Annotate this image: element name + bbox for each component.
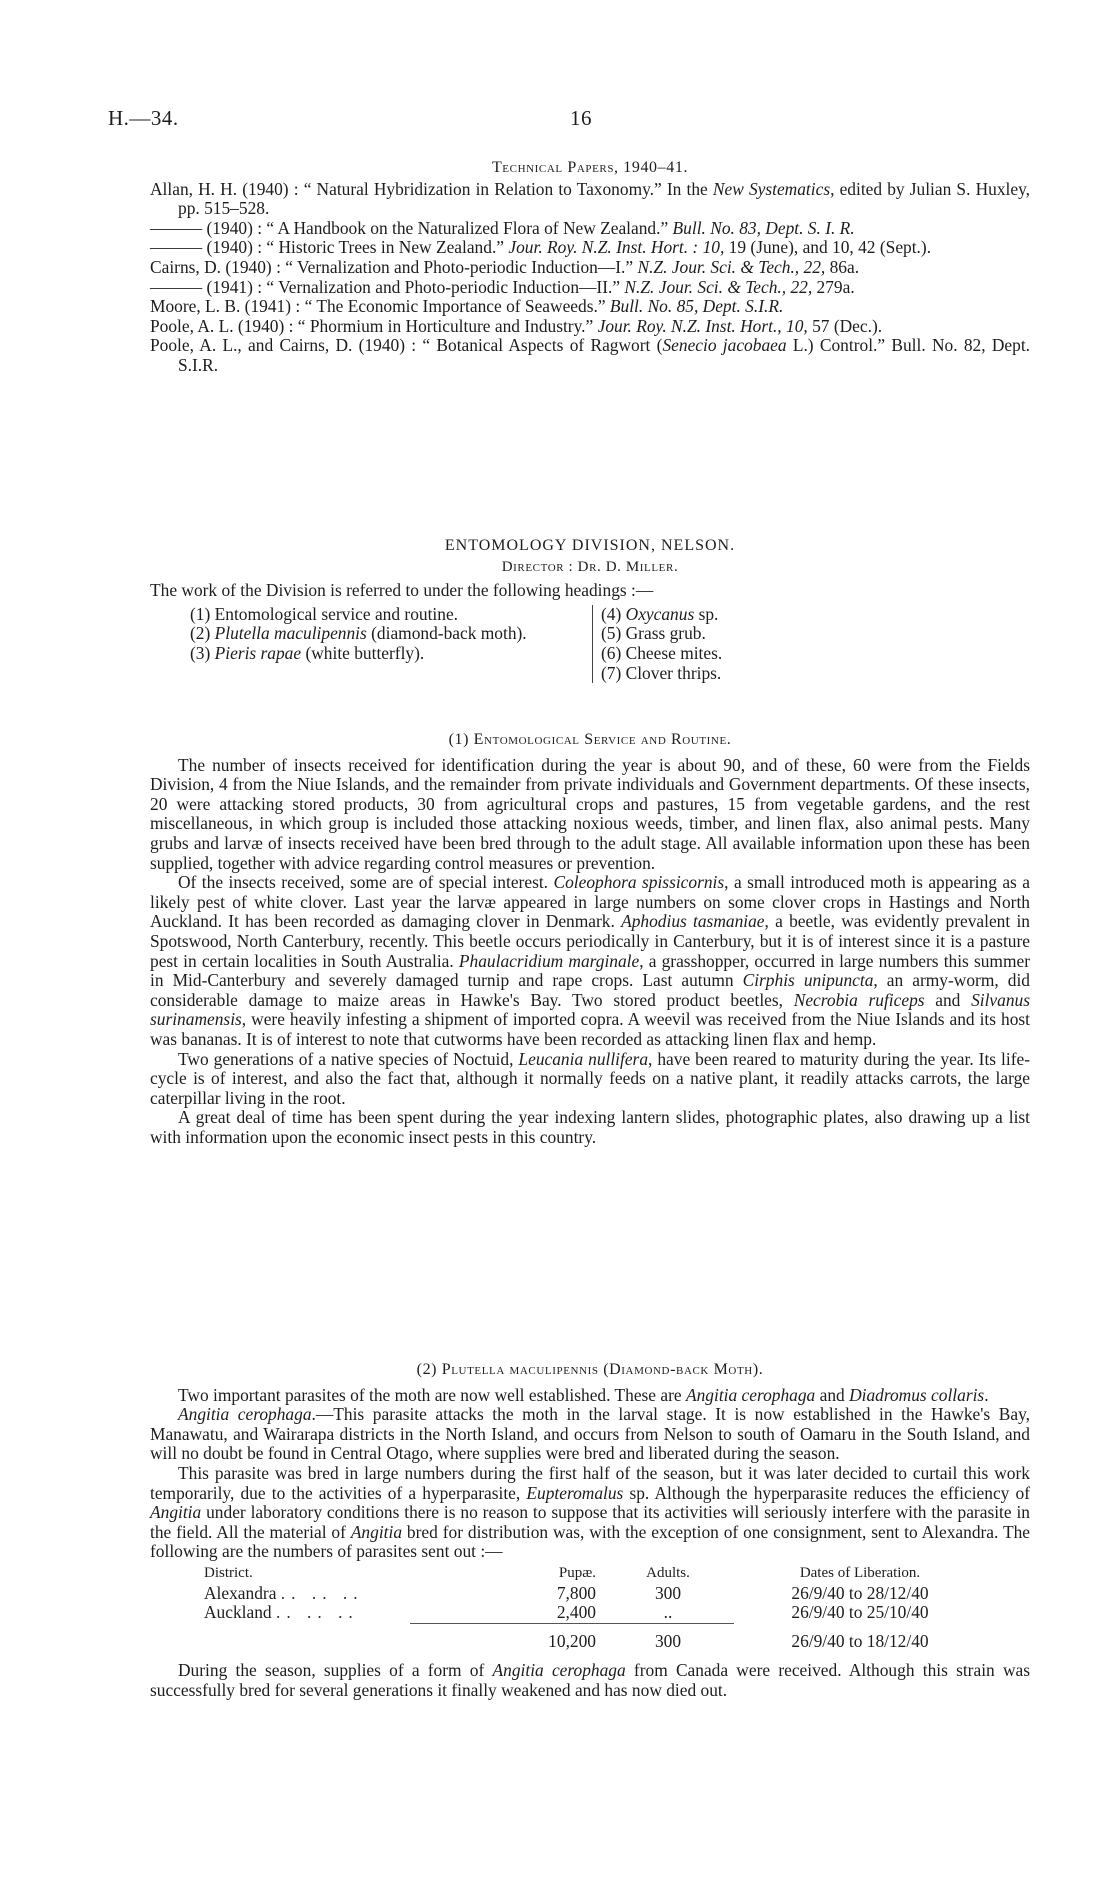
col-header-adults: Adults. bbox=[646, 1564, 690, 1581]
leader-dots: .. .. .. bbox=[280, 1582, 364, 1603]
district-cell: Alexandra bbox=[204, 1582, 277, 1603]
section-1-heading: (1) Entomological Service and Routine. bbox=[448, 731, 732, 748]
heading-item-6: (6) Cheese mites. bbox=[601, 642, 723, 663]
dates-cell: 26/9/40 to 28/12/40 bbox=[791, 1582, 929, 1603]
section-1-paragraph-4: A great deal of time has been spent during the year indexing lantern slides, photographic plates, also drawing up a list with information upon the economic insect pests in this country. bbox=[150, 1107, 1030, 1147]
section-1-paragraph-2: Of the insects received, some are of special interest. Coleophora spissicornis, a small introduced moth is appearing as a likely pest of white clover. Last year the larvæ appeared in large numbers on some clover crops in Hastings and North Auckland. It has been recorded as damaging clover in Denmark. Aphodius tasmaniae, a beetle, was evidently prevalent in Spotswood, North Canterbury, recently. This beetle occurs periodically in Canterbury, but it is of interest since it is a pasture pest in certain localities in South Australia. Phaulacridium marginale, a grasshopper, occurred in large numbers this summer in Mid-Canterbury and severely damaged turnip and rape crops. Last autumn Cirphis unipuncta, an army-worm, did considerable damage to maize areas in Hawke's Bay. Two stored product beetles, Necrobia ruficeps and Silvanus surinamensis, were heavily infesting a shipment of imported copra. A weevil was received from the Niue Islands and its host was bananas. It is of interest to note that cutworms have been recorded as attacking linen flax and hemp. bbox=[150, 872, 1030, 1049]
section-2-paragraph-2: Angitia cerophaga.—This parasite attacks the moth in the larval stage. It is now established in the Hawke's Bay, Manawatu, and Wairarapa districts in the North Island, and occurs from Nelson to south of Oamaru in the South Island, and will no doubt be found in Central Otago, where supplies were bred and liberated during the season. bbox=[150, 1404, 1030, 1464]
reference-entry: Poole, A. L. (1940) : “ Phormium in Horticulture and Industry.” Jour. Roy. N.Z. Inst. Hort., 10, 57 (Dec.). bbox=[150, 315, 883, 336]
table-total-row bbox=[198, 1632, 986, 1652]
total-adults: 300 bbox=[654, 1630, 682, 1651]
reference-entry: ——— (1940) : “ A Handbook on the Naturalized Flora of New Zealand.” Bull. No. 83, Dept. S. I. R. bbox=[150, 217, 855, 238]
heading-item-4: (4) Oxycanus sp. bbox=[601, 603, 719, 624]
total-pupae: 10,200 bbox=[548, 1630, 596, 1651]
pupae-cell: 2,400 bbox=[556, 1602, 596, 1623]
division-title: ENTOMOLOGY DIVISION, NELSON. bbox=[444, 537, 736, 554]
heading-item-7: (7) Clover thrips. bbox=[601, 662, 722, 683]
adults-cell: 300 bbox=[654, 1582, 682, 1603]
district-cell: Auckland bbox=[204, 1602, 272, 1623]
reference-entry: Allan, H. H. (1940) : “ Natural Hybridization in Relation to Taxonomy.” In the New Systematics, edited by Julian S. Huxley, pp. 515–528. bbox=[150, 178, 1030, 219]
col-header-district: District. bbox=[204, 1564, 253, 1581]
technical-papers-section bbox=[150, 158, 1030, 376]
document-code: H.—34. bbox=[108, 106, 179, 130]
adults-cell: .. bbox=[663, 1602, 673, 1623]
section-2 bbox=[150, 1360, 1030, 1701]
reference-entry: Moore, L. B. (1941) : “ The Economic Importance of Seaweeds.” Bull. No. 85, Dept. S.I.R. bbox=[150, 296, 784, 317]
heading-item-5: (5) Grass grub. bbox=[601, 623, 706, 644]
page-number: 16 bbox=[570, 106, 592, 130]
section-1-paragraph-1: The number of insects received for identification during the year is about 90, and of these, 60 were from the Fields Division, 4 from the Niue Islands, and the remainder from private individuals and Government departments. Of these insects, 20 were attacking stored products, 30 from agricultural crops and pastures, 15 from vegetable gardens, and the rest miscellaneous, in which group is included those attacking noxious weeds, timber, and linen flax, also animal pests. Many grubs and larvæ of insects received have been bred through to the adult stage. All available information upon these has been supplied, together with advice regarding control measures or prevention. bbox=[150, 754, 1030, 873]
reference-list bbox=[150, 180, 1030, 376]
division-section bbox=[150, 536, 1030, 683]
heading-item-3: (3) Pieris rapae (white butterfly). bbox=[190, 642, 425, 663]
section-1 bbox=[150, 730, 1030, 1147]
parasite-table bbox=[198, 1564, 986, 1651]
section-1-paragraph-3: Two generations of a native species of Noctuid, Leucania nullifera, have been reared to maturity during the year. Its life-cycle is of interest, and also the fact that, although it normally feeds on a native plant, it readily attacks carrots, the large caterpillar living in the root. bbox=[150, 1048, 1030, 1108]
heading-item-2: (2) Plutella maculipennis (diamond-back moth). bbox=[190, 623, 527, 644]
table-row bbox=[198, 1603, 986, 1623]
col-header-dates: Dates of Liberation. bbox=[799, 1564, 921, 1581]
pupae-cell: 7,800 bbox=[556, 1582, 596, 1603]
heading-item-1: (1) Entomological service and routine. bbox=[190, 603, 459, 624]
section-2-paragraph-4: During the season, supplies of a form of Angitia cerophaga from Canada were received. Although this strain was successfully bred for several generations it finally weakened and has now died out. bbox=[150, 1660, 1030, 1700]
col-header-pupae: Pupæ. bbox=[558, 1564, 596, 1581]
dates-cell: 26/9/40 to 25/10/40 bbox=[791, 1602, 929, 1623]
total-dates: 26/9/40 to 18/12/40 bbox=[791, 1630, 929, 1651]
reference-entry: ——— (1941) : “ Vernalization and Photo-periodic Induction—II.” N.Z. Jour. Sci. & Tech., 22, 279a. bbox=[150, 276, 855, 297]
section-2-paragraph-1: Two important parasites of the moth are now well established. These are Angitia cerophaga and Diadromus collaris. bbox=[178, 1384, 989, 1405]
reference-entry: ——— (1940) : “ Historic Trees in New Zealand.” Jour. Roy. N.Z. Inst. Hort. : 10, 19 (June), and 10, 42 (Sept.). bbox=[150, 237, 932, 258]
section-2-paragraph-3: This parasite was bred in large numbers during the first half of the season, but it was later decided to curtail this work temporarily, due to the activities of a hyperparasite, Eupteromalus sp. Although the hyperparasite reduces the efficiency of Angitia under laboratory conditions there is no reason to suppose that its activities will seriously interfere with the parasite in the field. All the material of Angitia bred for distribution was, with the exception of one consignment, sent to Alexandra. The following are the numbers of parasites sent out :— bbox=[150, 1462, 1030, 1562]
section-2-heading: (2) Plutella maculipennis (Diamond-back Moth). bbox=[416, 1361, 764, 1378]
table-row bbox=[198, 1584, 986, 1604]
division-director: Director : Dr. D. Miller. bbox=[501, 558, 679, 575]
leader-dots: .. .. .. bbox=[275, 1602, 359, 1623]
reference-entry: Cairns, D. (1940) : “ Vernalization and Photo-periodic Induction—I.” N.Z. Jour. Sci. & Tech., 22, 86a. bbox=[150, 256, 860, 277]
technical-papers-heading: Technical Papers, 1940–41. bbox=[491, 159, 689, 176]
headings-list bbox=[190, 605, 890, 683]
division-intro: The work of the Division is referred to under the following headings :— bbox=[150, 580, 654, 601]
reference-entry: Poole, A. L., and Cairns, D. (1940) : “ Botanical Aspects of Ragwort (Senecio jacobaea L.) Control.” Bull. No. 82, Dept. S.I.R. bbox=[150, 335, 1031, 375]
